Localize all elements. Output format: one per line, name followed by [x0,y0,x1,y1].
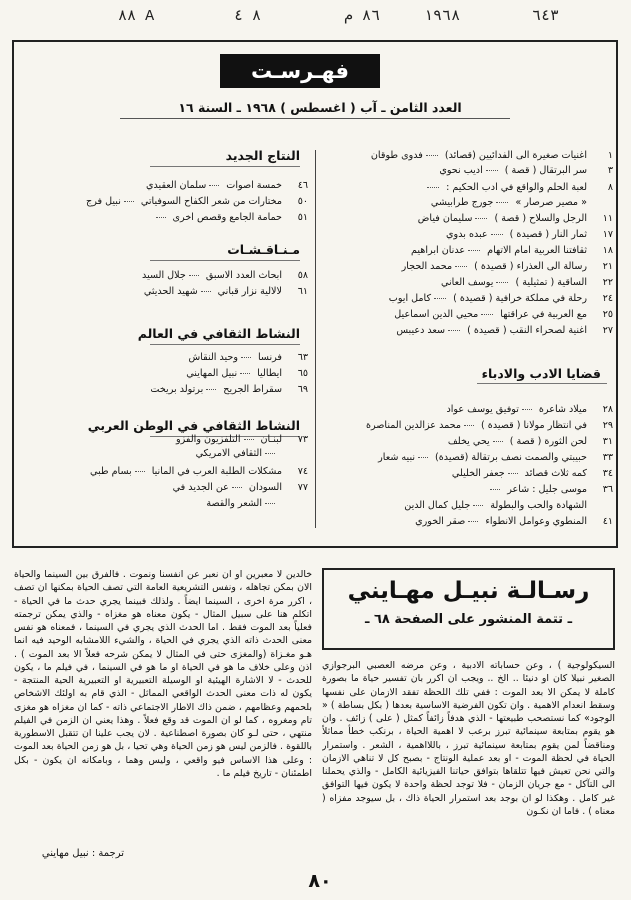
toc-entry [318,309,613,321]
toc-page-num: ٢٢ [602,277,613,288]
toc-leader [240,372,250,374]
toc-entry-title: مع العربية في عراقتها [500,309,587,320]
toc-entry-title: « مصير صرصار » [515,197,587,208]
toc-entry [318,165,613,177]
toc-entry [318,261,613,273]
toc-entry-author: التلفزيون والفزو [175,434,241,445]
toc-entry [18,286,308,298]
toc-entry-author: فدوى طوقان [370,150,423,161]
toc-leader [491,233,503,235]
toc-page-num: ٣٦ [602,484,613,495]
toc-entry-title: لبنـان [260,434,282,445]
toc-entry-title: لالالية نزار قباني [217,286,282,297]
toc-entry-title: كمه ثلاث قصائد [524,468,587,479]
toc-entry-title: اغنيات صغيرة الى الفدائيين (قصائد) [444,150,587,161]
toc-entry [318,197,613,209]
toc-page-num: ٤١ [602,516,613,527]
toc-entry [318,182,613,194]
toc-page-num: ١٧ [602,229,613,240]
handwritten-number-middle: ٨ ٤ [234,8,262,25]
section-heading: النتاج الجديد [225,148,300,163]
toc-leader [426,154,438,156]
toc-leader [475,217,487,219]
toc-entry-author: جليل كمال الدين [404,500,471,511]
handwritten-last: ٦٤٣ [532,8,560,25]
toc-page-num: ٦٣ [297,352,308,363]
toc-leader [427,186,439,188]
toc-title: فهـرسـت [220,54,380,88]
toc-entry-author: محمد الحجار [401,261,453,272]
handwritten-year: ١٩٦٨ [424,8,461,25]
toc-entry [18,180,308,192]
toc-entry-title: الساقية ( تمثيلية ) [515,277,587,288]
toc-entry-title: خمسة اصوات [226,180,282,191]
toc-entry-author: سلمان العقيدي [146,180,207,191]
toc-entry-title: سقراط الجريح [223,384,282,395]
toc-entry [318,468,613,480]
handwritten-number-left: ٨٨ A [118,8,155,25]
section-underline [150,344,300,345]
toc-page-num: ٧٤ [297,466,308,477]
toc-leader [496,201,508,203]
toc-entry-author: الثقافي الامريكي [195,448,262,459]
section-underline [150,166,300,167]
issue-line: العدد الثامن ـ آب ( اغسطس ) ١٩٦٨ ـ السنة ١٦ [178,100,462,115]
toc-page-num: ٣ [607,165,613,176]
toc-entry-author: جورج طرابيشي [430,197,494,208]
toc-entry-title: في انتظار مولانا ( قصيدة ) [481,420,587,431]
toc-page-num: ٣٤ [602,468,613,479]
toc-entry-author: عن الجديد في [172,482,229,493]
toc-entry [318,420,613,432]
article-body-right: السيكولوجية ) ، وعن حساباته الادبية ، وعن مرضه العصبي البرجوازي الصغير نبيلا كان او دنيئا .. الخ .. ويجب ان اكرر بان تفسير حياة ما بصورة كاملة لا يمكن الا بعد الموت : ففي تلك اللحظة تفقد الازمان على نفسها وسقط انعدام الاهمية . وان تكون الفرضية الاساسية بعدها ( بكل بساطة ) « الوجود» كما نستصحب طبيعتها - الذي هدفاً زائفاً كمثل ( على ) زائف . وان هو يقوم بمتابعة سينمائية تبرز برعب لا اهمية الحياة ، برنكب خطأ مماثلاً ومناقضاً لمن يقوم بمتابعة سينمائية تبرز ، باللااهمية ، الشعر . واستمرار الحياة في لحظة الموت - او بعد عملية الونتاج - بصبح كل لا تناهي الازمان والتي نحن تعيش فيها تتلقاها بتوافق حياتنا الفيزيائية الكامل - والذي يحملنا الى التآكل - مع جريان الزمان - فلا توجد لحظة واحدة لا يكون فيها التوافق غير كامل . وهكذا لو ان بوجد بعد استمرار الحياة ذاك ، بل سيوجد مفزاه ( معناه ) . فاما ان نكـون [322,660,615,817]
toc-entry [18,482,308,494]
section-underline [477,383,607,384]
toc-leader [434,297,446,299]
toc-entry-author: نبيل المهايني [186,368,238,379]
toc-leader [464,424,474,426]
toc-entry-author: جعفر الخليلي [451,468,505,479]
toc-entry-title: اغنية لصحراء النقب ( قصيدة ) [467,325,587,336]
toc-entry [318,484,613,496]
toc-entry [318,452,613,464]
toc-entry [18,434,308,446]
toc-page-num: ١٨ [602,245,613,256]
article-body-left: خالدين لا معبرين او ان نعبر عن انفسنا ونموت . فالفرق بين السينما والحياة الان بمكن تجاهله ، ونفس التشريعية العامة التي تصف الحياة بمكنها ان تصف ، اكرر مرة اخرى ، السينما ايضاً . ولذلك فبينما يجري حدث ما في الحياة - اتكلم هنا على سبيل المثال - يكون معناه هو مغزاه - والذي يمكن ترجمته فعلياً بعد الموت فقط . اما الحدث الذي يجري في السينما ، فمعناه هو نفس معنى الحدث ذاته الذي يجري في الحياة ، والشيء اللامشابه الوحيد فيه انما هـو مغـزاة (والمغزى حتى في المثال لا يمكن شرحه فعلاً الا بعد الموت ) . اذن وعلى خلاف ما هو في الحياة او ما هو في السينما ، في فيلم ما ، يكون للحدث - لا الاشارة الهيئية او الوسيلة التعبيرية او التعبيرية الحية المنتجة - يكون له ذات معنى الحدث الواقعي المماثل - الذي قام به اولئك الاشخاص بلحمهم وعظامهم ، ضمن ذاك الاطار الاجتماعي ذاته - كما ان مغزاه هو مغزى تام ومغروه ، كما لو ان الموت قد وقع فعلاً . وهذا يعني ان الزمن في الفيلم منتهي ، حتى لـو كان بصورة اصطناعية . لان يجب علينا ان تتقبل الاسطورية باللقوة . فالزمن ليس هو زمن الحياة وهي تحيا ، بل هو زمن الحياة بعد الموت : وعلى هذا الاساس فيو واقعي ، وليس وهما ، وبامكانه ان يكون - بكل اطمئنان - تاريخ فيلم ما . [14,569,312,779]
toc-page-num: ٥١ [297,212,308,223]
toc-entry-title: السودان [248,482,282,493]
toc-leader [486,169,498,171]
toc-leader [493,440,503,442]
toc-page-num: ١١ [602,213,613,224]
toc-page-num: ٦٩ [297,384,308,395]
toc-leader [156,216,166,218]
toc-entry-author: محيي الدين اسماعيل [394,309,479,320]
toc-entry-title: ميلاد شاعرة [538,404,587,415]
toc-entry-author: سعد دعيبس [396,325,446,336]
toc-entry-author: نبيه شعار [378,452,416,463]
toc-entry-title: لعبة الحلم والواقع في ادب الحكيم : [446,182,587,193]
toc-leader [455,265,467,267]
toc-entry [318,436,613,448]
toc-leader [522,408,532,410]
toc-entry-title: مشكلات الطلبة العرب في المانيا [151,466,282,477]
toc-entry-author: محمد عزالدين المناصرة [365,420,461,431]
toc-leader [508,472,518,474]
toc-entry-title: الشهادة والحب والبطولة [490,500,587,511]
toc-entry-title: حمامة الجامع وقصص اخرى [172,212,282,223]
toc-page-num: ٢٧ [602,325,613,336]
toc-entry-title: سر البرتقال ( قصة ) [504,165,587,176]
toc-entry [318,213,613,225]
toc-leader [201,290,211,292]
page-number: ٨٠ [308,870,332,892]
toc-entry-title: موسى جليل : شاعر [507,484,587,495]
toc-leader [496,281,508,283]
toc-entry-title: ثمار النار ( قصيدة ) [509,229,587,240]
toc-leader [209,184,219,186]
toc-page-num: ٦١ [297,286,308,297]
toc-entry-title: رحلة في مملكة خرافية ( قصيدة ) [453,293,587,304]
toc-entry [18,466,308,478]
toc-entry-title: المنطوي وعوامل الانطواء [485,516,587,527]
toc-entry [18,368,308,380]
toc-page-num: ٧٧ [297,482,308,493]
toc-entry [18,498,308,510]
article-title: رسـالـة نبيـل مهـايني [347,578,590,604]
toc-page-num: ٢١ [602,261,613,272]
toc-leader [206,388,216,390]
toc-entry-author: توفيق يوسف عواد [446,404,519,415]
toc-leader [244,438,254,440]
toc-leader [468,249,480,251]
handwritten-code: ٨٦ م [344,8,381,25]
toc-entry-title: رسالة الى العذراء ( قصيدة ) [474,261,587,272]
section-heading: النشاط الثقافي في العالم [137,326,300,341]
toc-entry [318,516,613,528]
toc-leader [135,470,145,472]
toc-entry [18,352,308,364]
toc-leader [265,452,275,454]
toc-entry-title: ثقافتنا العربية امام الاتهام [487,245,587,256]
toc-entry-author: شهيد الحديثي [143,286,198,297]
toc-entry [318,325,613,337]
toc-entry-author: وحيد النقاش [188,352,238,363]
toc-entry-title: حبيبتي والصمت نصف برتقالة (قصيدة) [435,452,587,463]
toc-entry-author: نبيل فرج [86,196,121,207]
toc-page-num: ١ [607,150,613,161]
section-heading: مـنـاقـشـات [227,242,300,257]
toc-entry [18,212,308,224]
toc-leader [189,274,199,276]
toc-entry-author: يوسف العاني [440,277,494,288]
toc-entry-author: الشعر والقصة [206,498,262,509]
toc-leader [481,313,493,315]
toc-entry-author: سليمان فياض [417,213,473,224]
toc-leader [473,504,483,506]
section-heading: قضايا الادب والادباء [481,366,601,381]
toc-entry [318,245,613,257]
issue-underline [120,118,510,119]
toc-page-num: ٣٣ [602,452,613,463]
toc-page-num: ٥٠ [297,196,308,207]
toc-entry-title: الرجل والسلاح ( قصة ) [494,213,587,224]
toc-entry [318,500,613,512]
translator-credit: ترجمة : نبيل مهايني [41,848,124,859]
toc-page-num: ٨ [607,182,613,193]
toc-entry-title: فرنسا [257,352,282,363]
toc-page-num: ٢٨ [602,404,613,415]
toc-leader [265,502,275,504]
toc-page-num: ٢٤ [602,293,613,304]
toc-leader [448,329,460,331]
toc-page-num: ٣١ [602,436,613,447]
section-heading: النشاط الثقافي في الوطن العربي [87,418,300,433]
toc-entry [318,404,613,416]
toc-entry [18,270,308,282]
toc-entry-author: صقر الخوري [415,516,466,527]
toc-page-num: ٤٦ [297,180,308,191]
article-subtitle: ـ تتمة المنشور على الصفحة ٦٨ ـ [364,612,573,627]
toc-entry [18,196,308,208]
toc-leader [124,200,134,202]
toc-entry-author: يحي يخلف [447,436,490,447]
toc-entry [18,448,308,460]
toc-page-num: ٦٥ [297,368,308,379]
toc-entry [318,277,613,289]
toc-leader [490,488,500,490]
toc-leader [241,356,251,358]
toc-leader [418,456,428,458]
toc-entry-title: ابحاث العدد الاسبق [205,270,282,281]
toc-entry-author: بسام طبي [90,466,132,477]
toc-entry [318,150,613,162]
toc-entry-author: برتولد بريخت [150,384,204,395]
toc-entry-title: لحن الثورة ( قصة ) [509,436,587,447]
toc-page-num: ٢٥ [602,309,613,320]
toc-entry [318,229,613,241]
toc-entry-author: كامل ايوب [388,293,432,304]
section-underline [150,260,300,261]
toc-entry-title: مختارات من شعر الكفاح السوفياتي [140,196,282,207]
toc-entry [318,293,613,305]
toc-page-num: ٢٩ [602,420,613,431]
column-divider [315,150,316,528]
toc-entry [18,384,308,396]
toc-entry-author: جلال السيد [142,270,186,281]
toc-entry-author: اديب نحوي [439,165,483,176]
toc-entry-author: عدنان ابراهيم [411,245,466,256]
toc-entry-author: عبده بدوي [446,229,488,240]
toc-page-num: ٧٣ [297,434,308,445]
toc-leader [232,486,242,488]
toc-entry-title: ايطاليا [257,368,282,379]
toc-leader [468,520,478,522]
toc-page-num: ٥٨ [297,270,308,281]
